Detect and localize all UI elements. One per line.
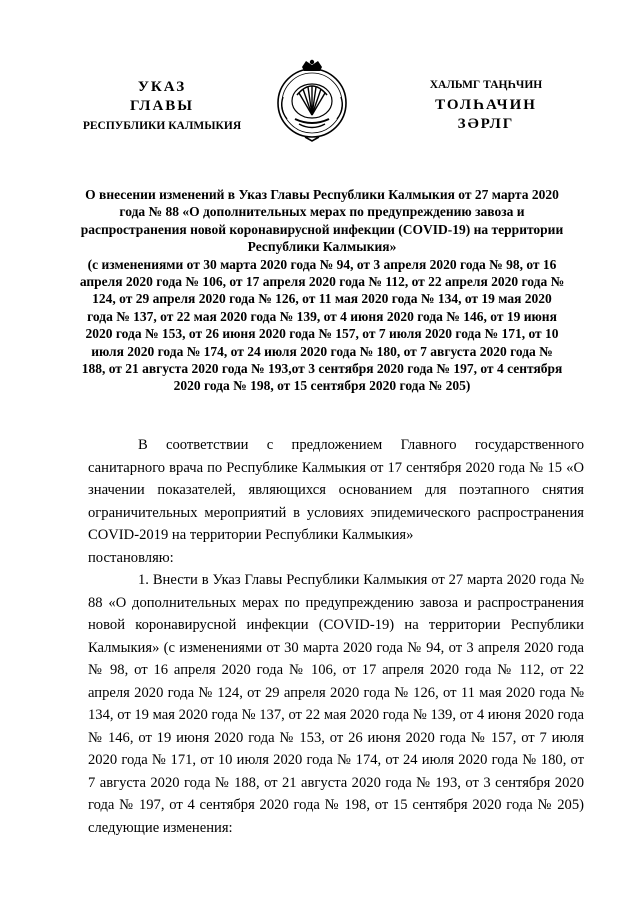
title-amendments: (с изменениями от 30 марта 2020 года № 94, от 3 апреля 2020 года № 98, от 16 апреля 2020 года № 106, от 17 апреля 2020 года № 112, от 22 апреля 2020 года № 124, от 29 апреля 2020 года № 126, от 11 мая 2020 года № 134, от 19 мая 2020 года № 137, от 22 мая 2020 года № 139, от 4 июня 2020 года № 146, от 19 июня 2020 года № 153, от 26 июня 2020 года № 157, от 7 июля 2020 года № 171, от 10 июля 2020 года № 174, от 24 июля 2020 года № 180, от 7 августа 2020 года № 188, от 21 августа 2020 года № 193,от 3 сентября 2020 года № 197, от 4 сентября 2020 года № 198, от 15 сентября 2020 года № 205) bbox=[79, 256, 565, 394]
header-left-title: УКАЗ bbox=[137, 79, 187, 95]
header-left-block bbox=[62, 80, 262, 133]
title-main: О внесении изменений в Указ Главы Республики Калмыкия от 27 марта 2020 года № 88 «О дополнительных мерах по предупреждению завоза и распространения новой коронавирусной инфекции (COVID-19) на территории Республики Калмыкия» bbox=[80, 187, 564, 255]
item-1-paragraph: 1. Внести в Указ Главы Республики Калмыкия от 27 марта 2020 года № 88 «О дополнительных мерах по предупреждению завоза и распространения новой коронавирусной инфекции (COVID-19) на территории Республики Калмыкия» (с изменениями от 30 марта 2020 года № 94, от 3 апреля 2020 года № 98, от 16 апреля 2020 года № 106, от 17 апреля 2020 года № 112, от 22 апреля 2020 года № 124, от 29 апреля 2020 года № 126, от 11 мая 2020 года № 134, от 19 мая 2020 года № 137, от 22 мая 2020 года № 139, от 4 июня 2020 года № 146, от 19 июня 2020 года № 153, от 26 июня 2020 года № 157, от 7 июля 2020 года № 171, от 10 июля 2020 года № 174, от 24 июля 2020 года № 180, от 7 августа 2020 года № 188, от 21 августа 2020 года № 193, от 3 сентября 2020 года № 197, от 4 сентября 2020 года № 198, от 15 сентября 2020 года № 205) следующие изменения: bbox=[88, 572, 584, 836]
document-body bbox=[88, 434, 584, 839]
header-right-block bbox=[386, 80, 586, 132]
kalmykia-coat-of-arms-icon bbox=[275, 57, 349, 143]
decree-word: постановляю: bbox=[88, 549, 174, 566]
preamble-paragraph: В соответствии с предложением Главного государственного санитарного врача по Республике Калмыкия от 17 сентября 2020 года № 15 «О значении показателей, являющихся основанием для поэтапного снятия ограничительных мероприятий в условиях эпидемического распространения COVID-2019 на территории Республики Калмыкия» bbox=[88, 437, 584, 543]
document-title bbox=[78, 186, 566, 395]
header-right-title: ТОЛҺАЧИН bbox=[435, 96, 537, 113]
header-left-republic: РЕСПУБЛИКИ КАЛМЫКИЯ bbox=[82, 120, 242, 132]
header-right-subtitle: ЗӘРЛГ bbox=[457, 115, 515, 132]
header-right-republic: ХАЛЬМГ ТАҢҺЧИН bbox=[429, 79, 543, 91]
header-left-subtitle: ГЛАВЫ bbox=[129, 98, 195, 114]
